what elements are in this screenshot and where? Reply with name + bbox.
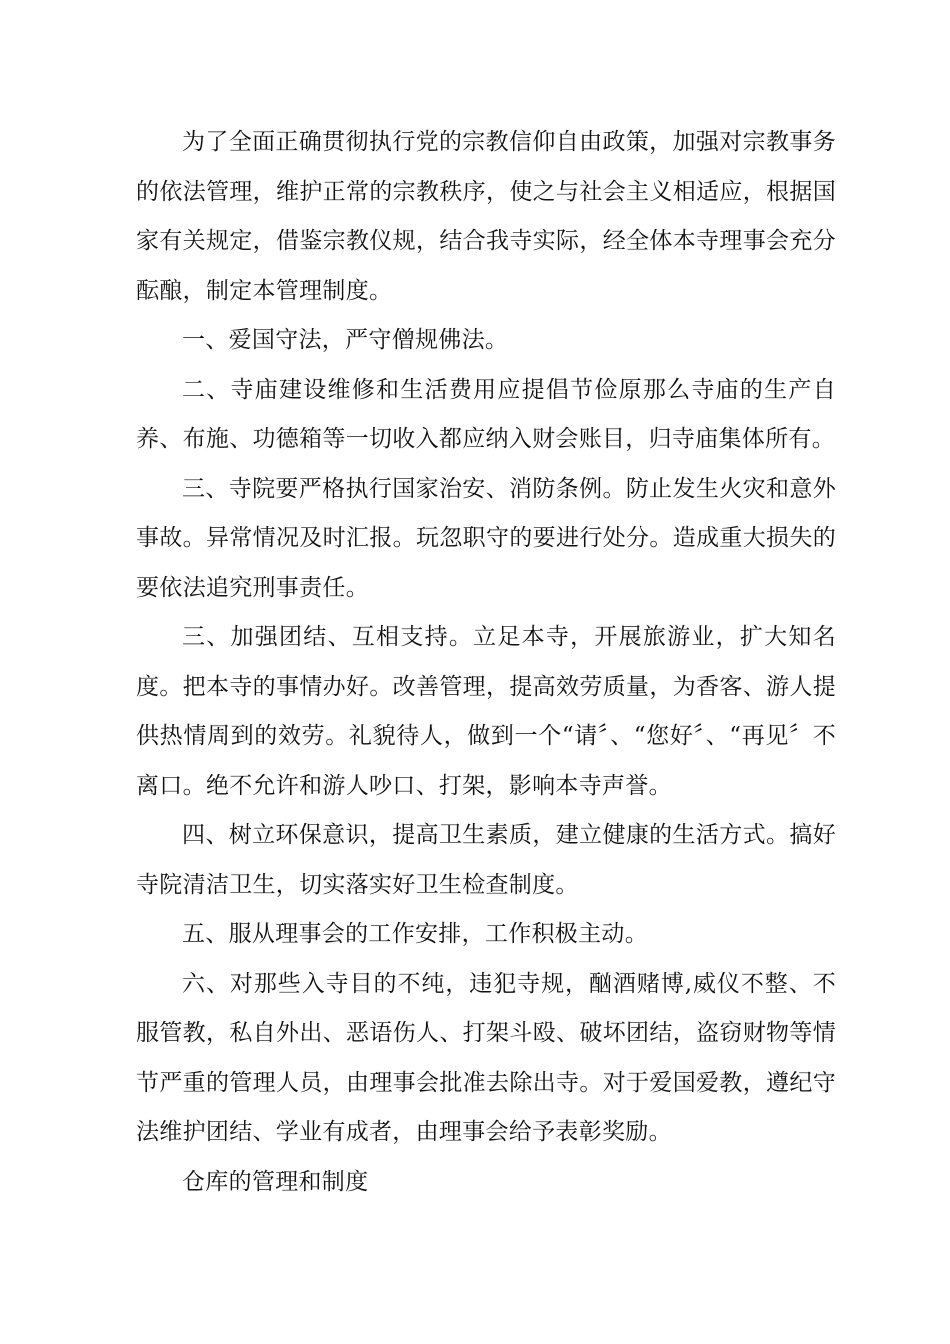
paragraph-rule-5: 五、服从理事会的工作安排，工作积极主动。 — [182, 921, 648, 947]
paragraph-rule-3a: 三、寺院要严格执行国家治安、消防条例。防止发生火灾和意外事故。异常情况及时汇报。玩忽职守的要进行处分。造成重大损失的要依法追究刑事责任。 — [136, 475, 836, 601]
paragraph-rule-3b: 三、加强团结、互相支持。立足本寺，开展旅游业，扩大知名度。把本寺的事情办好。改善管理，提高效劳质量，为香客、游人提供热情周到的效劳。礼貌待人，做到一个“请〞、“您好〞、“再见〞不离口。绝不允许和游人吵口、打架，影响本寺声誉。 — [136, 624, 836, 799]
paragraph-rule-4: 四、树立环保意识，提高卫生素质，建立健康的生活方式。搞好寺院清洁卫生，切实落实好卫生检查制度。 — [136, 822, 836, 898]
document-body — [136, 118, 836, 1207]
paragraph-rule-6: 六、对那些入寺目的不纯，违犯寺规，酗酒赌博,威仪不整、不服管教，私自外出、恶语伤人、打架斗殴、破坏团结，盗窃财物等情节严重的管理人员，由理事会批准去除出寺。对于爱国爱教，遵纪守法维护团结、学业有成者，由理事会给予表彰奖励。 — [136, 970, 836, 1145]
section-heading: 仓库的管理和制度 — [182, 1168, 369, 1195]
paragraph-intro: 为了全面正确贯彻执行党的宗教信仰自由政策，加强对宗教事务的依法管理，维护正常的宗教秩序，使之与社会主义相适应，根据国家有关规定，借鉴宗教仪规，结合我寺实际，经全体本寺理事会充分酝酿，制定本管理制度。 — [136, 129, 836, 304]
paragraph-rule-1: 一、爱国守法，严守僧规佛法。 — [182, 327, 509, 353]
paragraph-rule-2: 二、寺庙建设维修和生活费用应提倡节俭原那么寺庙的生产自养、布施、功德箱等一切收入都应纳入财会账目，归寺庙集体所有。 — [136, 376, 836, 452]
